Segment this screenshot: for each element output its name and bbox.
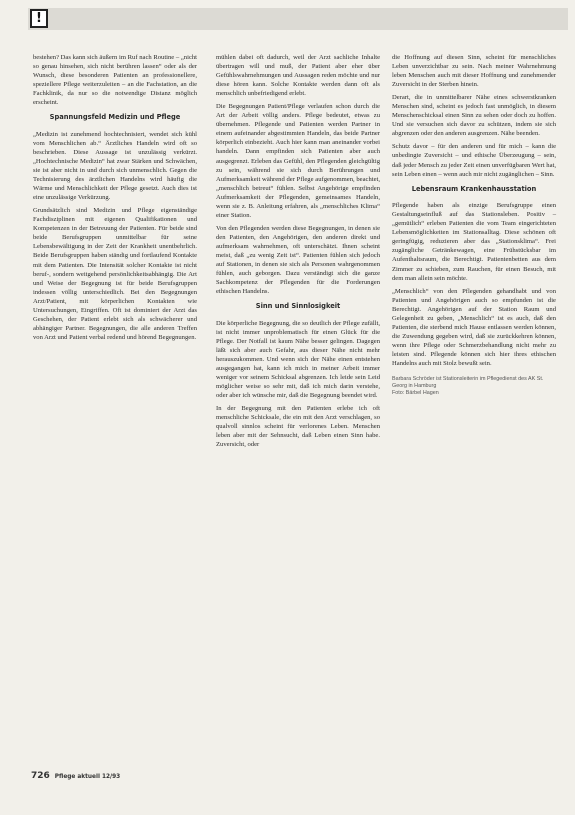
paragraph: Die Begegnungen Patient/Pflege verlaufen schon durch die Art der Arbeit völlig anders. Pflege bedeutet, etwas zu übernehmen. Pflegende und Patienten werden Partner in einem aufeinander abgestimmten Handeln, das beide Partner körperlich einbezieht. Auch hier kann man aneinander vorbei handeln. Dann empfinden sich Patienten aber auch ausgegrenzt. Erleben das Gefühl, den Pflegenden gleichgültig zu sein, während sie sich durch Berührungen und Aufmerksamkeit während der Pflege aufgenommen, beachtet, „menschlich betreut“ fühlen. Selbst Angehörige empfinden Aufmerksamkeit der Pflegenden, gemeinsames Handeln, wenn sie z. B. Anleitung erfahren, als „menschliches Klima“ einer Station. [216, 103, 380, 219]
text-column-1 [33, 53, 197, 342]
journal-name: Pflege aktuell 12/93 [54, 774, 121, 780]
paragraph: Pflegende haben als einzige Berufsgruppe einen Gestaltungseinfluß auf das Stationsleben. Positiv – „gemütlich“ erleben Patienten die vom Team eingerichteten Lebensmöglichkeiten im Stationsalltag. Diese schönen oft geringfügig, reduzieren aber das „Stationsklima“. Frei zugängliche Getränkewagen, eine Frühstücksbar im Aufenthaltsraum, die Berechtigt. Patientenbetten aus dem Zimmer zu schieben, zum Rauchen, für einen Besuch, mit dem man allein sein möchte. [392, 202, 556, 282]
paragraph: In der Begegnung mit den Patienten erlebe ich oft menschliche Schicksale, die ein mit den Arzt verschlagen, so qualvoll sinnlos scheint für verlorenes Leben. Menschen leben aber mit der Sehnsucht, daß Leben einen Sinn habe. Zuversicht, oder [216, 405, 380, 449]
author-caption [392, 376, 556, 398]
paragraph: Derart, die in unmittelbarer Nähe eines schwerstkranken Menschen sind, scheint es jedoch fast unmöglich, in diesem Menschenschicksal einen Sinn zu sehen oder doch zu hoffen. Und sie versuchen sich davor zu schützen, indem sie sich abgrenzen oder den anderen ausgrenzen. Nähe beenden. [392, 94, 556, 138]
section-heading: Spannungsfeld Medizin und Pflege [49, 113, 181, 122]
text-column-3 [392, 53, 556, 398]
photo-credit: Foto: Bärbel Hagen [392, 390, 439, 397]
paragraph: Grundsätzlich sind Medizin und Pflege eigenständige Fachdisziplinen mit eigenen Qualifikationen und Kompetenzen in der Betreuung der Patienten. Für beide sind beide Berufsgruppen unmittelbar für seine Lebensbewältigung in der Zeit der Krankheit unentbehrlich. Beide Berufsgruppen haben ständig und fortlaufend Kontakte mit dem Patienten. Die Intensität solcher Kontakte ist nicht beruf-, sondern weitgehend persönlichkeitsabhängig. Die Art und Weise der Begegnung ist für beide Berufsgruppen indessen völlig unterschiedlich. Bei den Begegnungen Arzt/Patient, mit körperlichen Kontakten wie Untersuchungen, Eingriffen. Oft ist dominiert der Arzt das Geschehen, der Patient erlebt sich als schwächerer und abhängiger Partner. Begegnungen, die alle anderen Treffen von Arzt und Patient verbal redend und hörend Begegnungen. [33, 207, 197, 341]
paragraph: Schutz davor – für den anderen und für mich – kann die unbedingte Zuversicht – und ethische Überzeugung – sein, daß jeder Mensch zu jeder Zeit einen unverfügbaren Wert hat, sein Leben einen – wenn auch mir nicht zugänglichen – Sinn. [392, 143, 556, 178]
paragraph: „Menschlich“ von den Pflegenden gehandhabt und von Patienten und Angehörigen auch so empfunden ist die Berechtigt. Angehörigen auf der Station Raum und Gelegenheit zu geben, „Menschlich“ ist es auch, daß den Patienten, die sterbend mich Hause entlassen werden können, die Zuwendung gegeben wird, daß sie zurückkehren können, wenn ihre Pflege oder Schmerzbehandlung nicht mehr zu leisten sind. Pflegende können sich hier ihres ethischen Handelns auch mit Stolz bewußt sein. [392, 287, 556, 367]
paragraph: Die körperliche Begegnung, die so deutlich der Pflege zufällt, ist nicht immer unproblematisch für einen Glück für die Pflege. Der Notfall ist kaum Nähe besser gelingen. Dagegen läßt sich aber auch Gefahr, aus dieser Nähe nicht mehr herauszukommen. Und wenn sich der Nähe einen entstehen ausgegangen hat, kann ich mich in meiner Arbeit immer weniger vor seinem Schicksal abgrenzen. Ich leide sein Leid möglicher weise so sehr mit, daß ich mich darin verstehe, oder aber ich wünsche mir, daß die Begegnung beendet wird. [216, 319, 380, 400]
section-heading: Sinn und Sinnlosigkeit [255, 302, 341, 311]
author-note: Barbara Schröder ist Stationsleiterin im Pflegedienst des AK St. Georg in Hamburg [392, 376, 544, 390]
page-footer [31, 771, 120, 781]
text-column-2 [216, 53, 380, 449]
header-bar [28, 8, 568, 30]
paragraph: Von den Pflegenden werden diese Begegnungen, in denen sie den Patienten, den Angehörigen, den anderen direkt und aufmerksam wahrnehmen, oft unterschätzt. Ihnen scheint meist, daß „zu wenig Zeit ist“. Patienten fühlen sich jedoch auf Stationen, in denen sie sich als Personen wahrgenommen fühlen, auch geborgen. Dazu verständigt sich die ganze Sachkompetenz der Pflegenden für die Forderungen ethischen Handelns. [216, 224, 380, 296]
section-heading: Lebensraum Krankenhausstation [411, 184, 537, 193]
paragraph: die Hoffnung auf diesen Sinn, scheint für menschliches Leben unverzichtbar zu sein. Nach meiner Wahrnehmung leben Menschen auch mit dieser Hoffnung und zunehmender Zuversicht in der Sterben hinein. [392, 54, 556, 89]
paragraph: bestehen? Das kann sich äußern im Ruf nach Routine – „nicht so genau hinsehen, sich nicht berühren lassen“ oder als der Wunsch, diese besonderen Patienten an professionellere, speziellere Pflege weiterzuleiten – an die Fachstation, an die Fachklinik, da nur so die notwendige Distanz möglich erscheint. [33, 54, 197, 107]
paragraph: „Medizin ist zunehmend hochtechnisiert, wendet sich kühl vom Menschlichen ab.“ Ärztliches Handeln wird oft so beschrieben. Diese Aussage ist unzulässig verkürzt. „Hochtechnische Medizin“ hat zwar Stärken und Schwächen, sie ist aber nicht in und durch sich unmenschlich. Gegen die Technisierung des ärztlichen Handelns wird häufig die Wärme und Menschlichkeit der Pflege gesetzt. Auch dies ist eine unzulässige Verkürzung. [33, 130, 197, 202]
page-number: 726 [31, 771, 50, 781]
paragraph: mühlen dabei oft dadurch, weil der Arzt sachliche Inhalte übertragen will und muß, der Patient aber eher über Gefühlswahrnehmungen und Aussagen reden möchte und nur diese hören kann. Solche Kontakte werden dann oft als menschlich unbefriedigend erlebt. [216, 54, 380, 98]
exclamation-badge-icon: ! [30, 9, 48, 28]
